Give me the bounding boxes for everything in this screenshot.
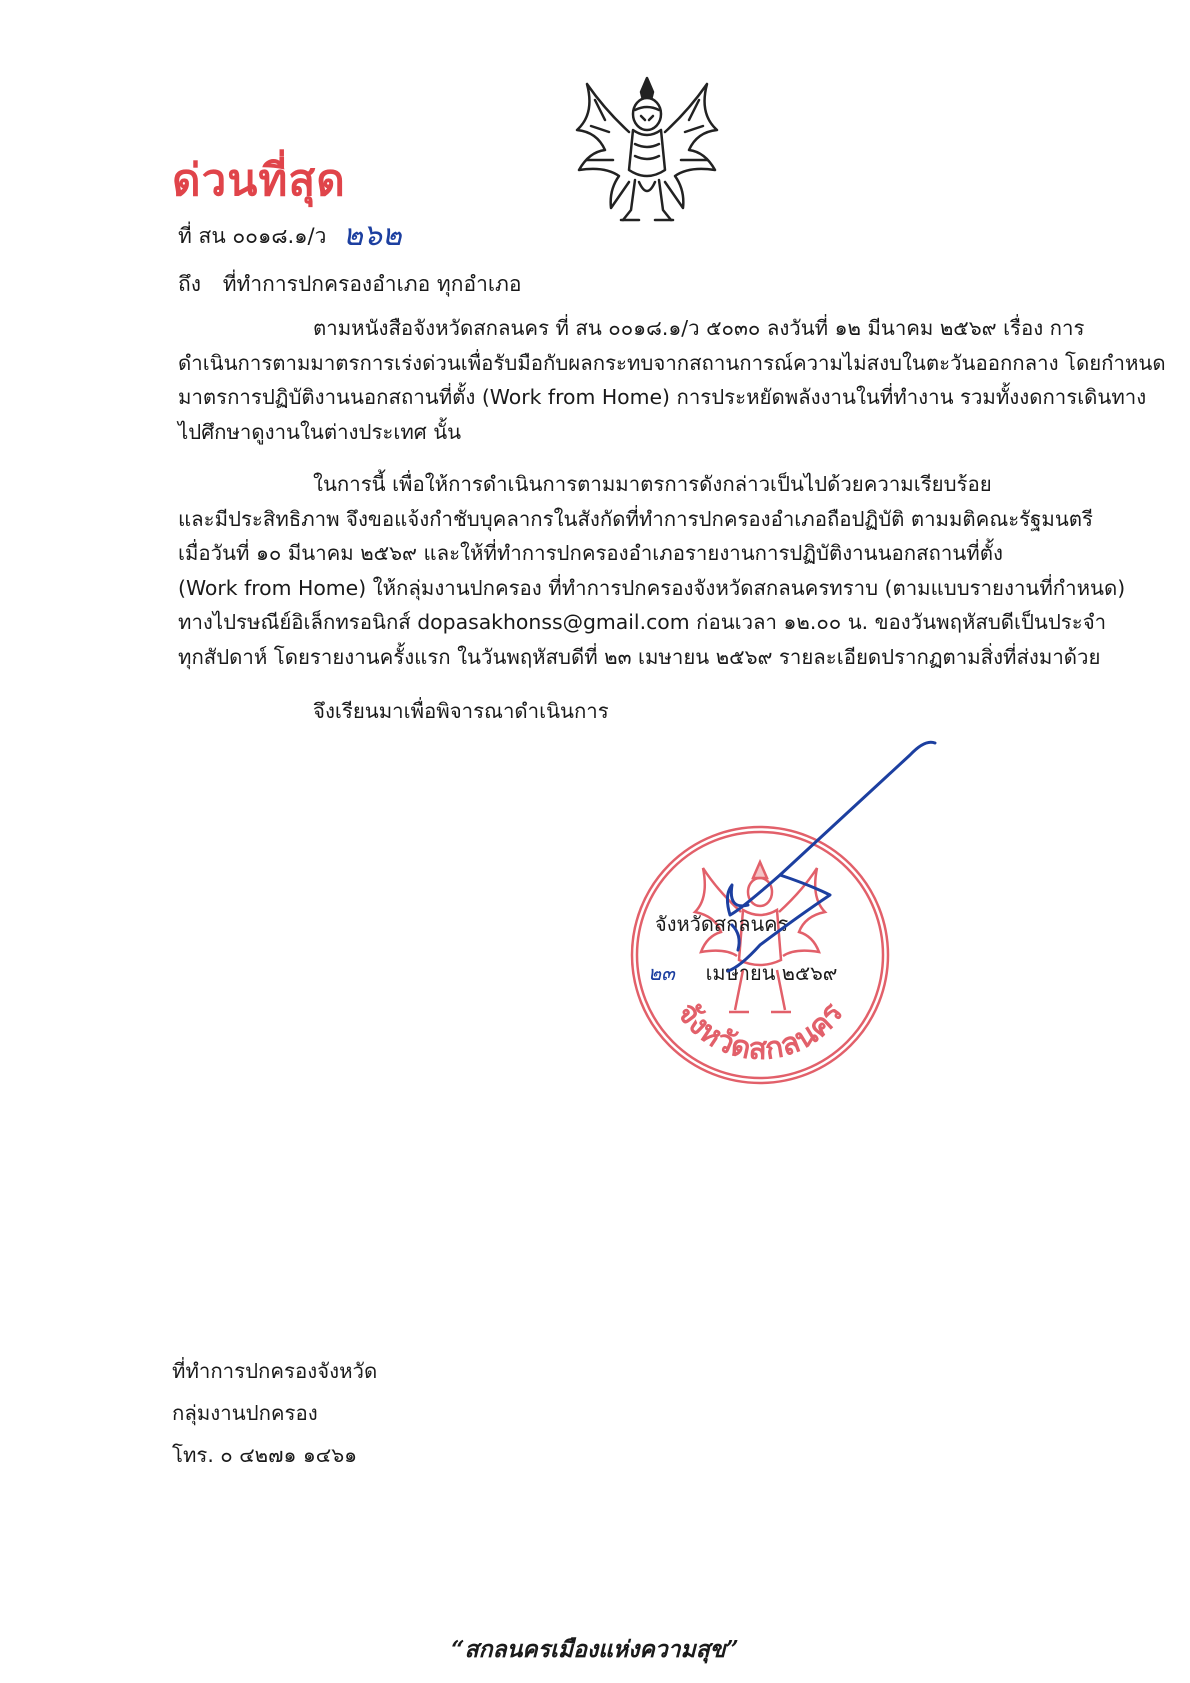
paragraph-line: และมีประสิทธิภาพ จึงขอแจ้งกำชับบุคลากรในสังกัดที่ทำการปกครองอำเภอถือปฏิบัติ ตามมติคณะรัฐมนตรี xyxy=(178,506,1093,531)
body-paragraph-2 xyxy=(178,467,1126,674)
seal-province-line: จังหวัดสกลนคร xyxy=(655,912,789,936)
paragraph-line: มาตรการปฏิบัติงานนอกสถานที่ตั้ง (Work from Home) การประหยัดพลังงานในที่ทำงาน รวมทั้งงดการเดินทาง xyxy=(178,385,1147,409)
document-number-handwritten: ๒๖๒ xyxy=(343,218,402,253)
to-recipient: ที่ทำการปกครองอำเภอ ทุกอำเภอ xyxy=(222,272,522,296)
paragraph-line: ในการนี้ เพื่อให้การดำเนินการตามมาตรการดังกล่าวเป็นไปด้วยความเรียบร้อย xyxy=(313,472,992,496)
paragraph-line: ดำเนินการตามมาตรการเร่งด่วนเพื่อรับมือกับผลกระทบจากสถานการณ์ความไม่สงบในตะวันออกกลาง โดยกำหนด xyxy=(178,350,1166,375)
seal-ring-text: จังหวัดสกลนคร xyxy=(669,996,851,1068)
paragraph-line: เมื่อวันที่ ๑๐ มีนาคม ๒๕๖๙ และให้ที่ทำการปกครองอำเภอรายงานการปฏิบัติงานนอกสถานที่ตั้ง xyxy=(178,541,1003,565)
document-number xyxy=(178,212,402,259)
sender-block xyxy=(172,1350,377,1476)
sender-phone: โทร. ๐ ๔๒๗๑ ๑๔๖๑ xyxy=(172,1443,358,1467)
closing-line: จึงเรียนมาเพื่อพิจารณาดำเนินการ xyxy=(313,699,609,723)
body-paragraph-1 xyxy=(178,311,1166,449)
garuda-emblem-icon xyxy=(565,70,730,230)
province-motto: “สกลนครเมืองแห่งความสุข” xyxy=(451,1636,739,1663)
sender-office: ที่ทำการปกครองจังหวัด xyxy=(172,1359,378,1383)
paragraph-line: ตามหนังสือจังหวัดสกลนคร ที่ สน ๐๐๑๘.๑/ว ๕๐๓๐ ลงวันที่ ๑๒ มีนาคม ๒๕๖๙ เรื่อง การ xyxy=(313,316,1085,340)
paragraph-line: ทุกสัปดาห์ โดยรายงานครั้งแรก ในวันพฤหัสบดีที่ ๒๓ เมษายน ๒๕๖๙ รายละเอียดปรากฏตามสิ่งที่ส่งมาด้วย xyxy=(178,644,1101,669)
seal-date-day: ๒๓ xyxy=(648,961,675,985)
paragraph-line: (Work from Home) ให้กลุ่มงานปกครอง ที่ทำการปกครองจังหวัดสกลนครทราบ (ตามแบบรายงานที่กำหนด) xyxy=(178,575,1126,600)
svg-text:จังหวัดสกลนคร xyxy=(670,996,851,1067)
document-number-prefix: ที่ สน ๐๐๑๘.๑/ว xyxy=(178,224,327,248)
sender-division: กลุ่มงานปกครอง xyxy=(172,1401,318,1425)
to-label: ถึง xyxy=(178,272,201,296)
paragraph-line: ไปศึกษาดูงานในต่างประเทศ นั้น xyxy=(178,419,462,444)
seal-date-month-year: เมษายน ๒๕๖๙ xyxy=(705,961,838,985)
urgency-stamp: ด่วนที่สุด xyxy=(172,155,346,206)
paragraph-line: ทางไปรษณีย์อิเล็กทรอนิกส์ dopasakhonss@gmail.com ก่อนเวลา ๑๒.๐๐ น. ของวันพฤหัสบดีเป็นประจำ xyxy=(178,610,1107,634)
recipient-line xyxy=(178,268,522,301)
handwritten-signature xyxy=(720,735,950,975)
